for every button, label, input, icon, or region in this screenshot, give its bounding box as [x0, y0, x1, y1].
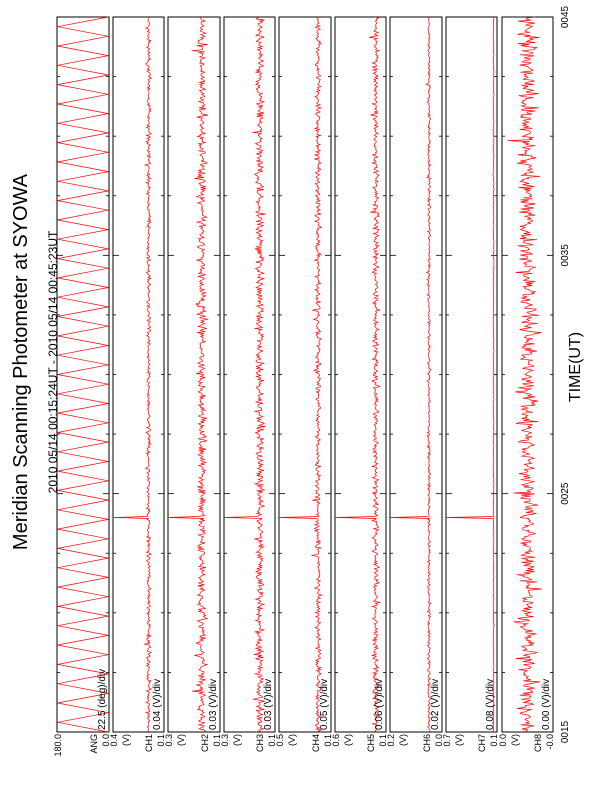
channel-label: CH4: [311, 734, 321, 753]
y-tick-label-bottom: 0.1: [378, 734, 388, 747]
x-tick-label: 0045: [560, 5, 571, 29]
panel-frame: [57, 17, 109, 732]
panel-ch2: [164, 17, 222, 752]
panel-ch8: [498, 17, 555, 752]
unit-label: (V): [176, 734, 186, 746]
y-tick-label-top: 0.4: [109, 734, 119, 747]
panel-frame: [446, 17, 497, 732]
y-tick-label-top: 180.0: [53, 734, 63, 757]
scale-label: 0.02 (V)/div: [430, 678, 441, 730]
x-tick-label: 0015: [560, 720, 571, 744]
unit-label: (V): [287, 734, 297, 746]
scale-label: 0.03 (V)/div: [263, 678, 274, 730]
y-tick-label-bottom: 0.0: [434, 734, 444, 747]
y-tick-label-bottom: 0.0: [101, 734, 111, 747]
panel-ch5: [331, 17, 388, 752]
x-axis-label: TIME(UT): [567, 331, 584, 403]
unit-label: (V): [454, 734, 464, 746]
scale-label: 0.06 (V)/div: [374, 678, 385, 730]
panel-frame: [168, 17, 220, 732]
scale-label: 0.00 (V)/div: [541, 678, 552, 730]
panel-ang: [53, 17, 111, 757]
y-tick-label-top: 0.3: [220, 734, 230, 747]
channel-label: CH5: [366, 734, 376, 753]
panel-frame: [279, 17, 331, 732]
chart-subtitle: 2010 05/14 00:15:24UT - 2010 05/14 00:45:23UT: [46, 230, 60, 494]
y-tick-label-top: 0.0: [498, 734, 508, 747]
y-tick-label-top: 0.5: [275, 734, 285, 747]
panel-frame: [224, 17, 275, 732]
panel-stack: [53, 17, 555, 757]
channel-label: CH3: [255, 734, 265, 753]
unit-label: (V): [510, 734, 520, 746]
scale-label: 22.5 (deg)/div: [97, 668, 108, 730]
unit-label: (V): [121, 734, 131, 746]
series-line-ch7: [446, 17, 494, 732]
panel-frame: [502, 17, 553, 732]
panel-ch6: [386, 17, 444, 752]
y-tick-label-bottom: 0.1: [156, 734, 166, 747]
panel-ch7: [442, 17, 499, 752]
series-line-ch5: [335, 17, 381, 732]
series-line-ch8: [508, 17, 542, 732]
scale-label: 0.05 (V)/div: [319, 678, 330, 730]
channel-label: CH8: [533, 734, 543, 753]
panel-ch4: [275, 17, 333, 752]
panel-frame: [113, 17, 164, 732]
y-tick-label-top: 0.3: [164, 734, 174, 747]
scale-label: 0.03 (V)/div: [208, 678, 219, 730]
scale-label: 0.04 (V)/div: [152, 678, 163, 730]
series-line-ch3: [224, 17, 266, 732]
panel-ch3: [220, 17, 277, 752]
series-line-ch6: [390, 17, 431, 732]
y-tick-label-bottom: 0.1: [267, 734, 277, 747]
series-line-ang: [58, 17, 109, 732]
series-line-ch2: [168, 17, 208, 732]
y-tick-label-bottom: 0.1: [489, 734, 499, 747]
x-tick-label: 0025: [560, 482, 571, 505]
unit-label: (V): [398, 734, 408, 746]
panel-ch1: [109, 17, 166, 752]
y-tick-label-bottom: 0.1: [323, 734, 333, 747]
scale-label: 0.08 (V)/div: [485, 678, 496, 730]
y-tick-label-top: 0.7: [442, 734, 452, 747]
channel-label: CH1: [144, 734, 154, 753]
series-line-ch4: [279, 17, 322, 732]
y-tick-label-top: 0.6: [331, 734, 341, 747]
channel-label: CH2: [200, 734, 210, 753]
unit-label: (V): [343, 734, 353, 746]
y-tick-label-bottom: -0.0: [545, 734, 555, 750]
channel-label: ANG: [89, 734, 99, 754]
series-line-ch1: [113, 17, 151, 732]
panel-frame: [335, 17, 386, 732]
channel-label: CH6: [422, 734, 432, 753]
y-tick-label-bottom: 0.1: [212, 734, 222, 747]
channel-label: CH7: [477, 734, 487, 753]
chart-title: Meridian Scanning Photometer at SYOWA: [10, 173, 32, 551]
x-tick-label: 0035: [560, 244, 571, 267]
y-tick-label-top: 0.2: [386, 734, 396, 747]
unit-label: (V): [232, 734, 242, 746]
panel-frame: [390, 17, 442, 732]
